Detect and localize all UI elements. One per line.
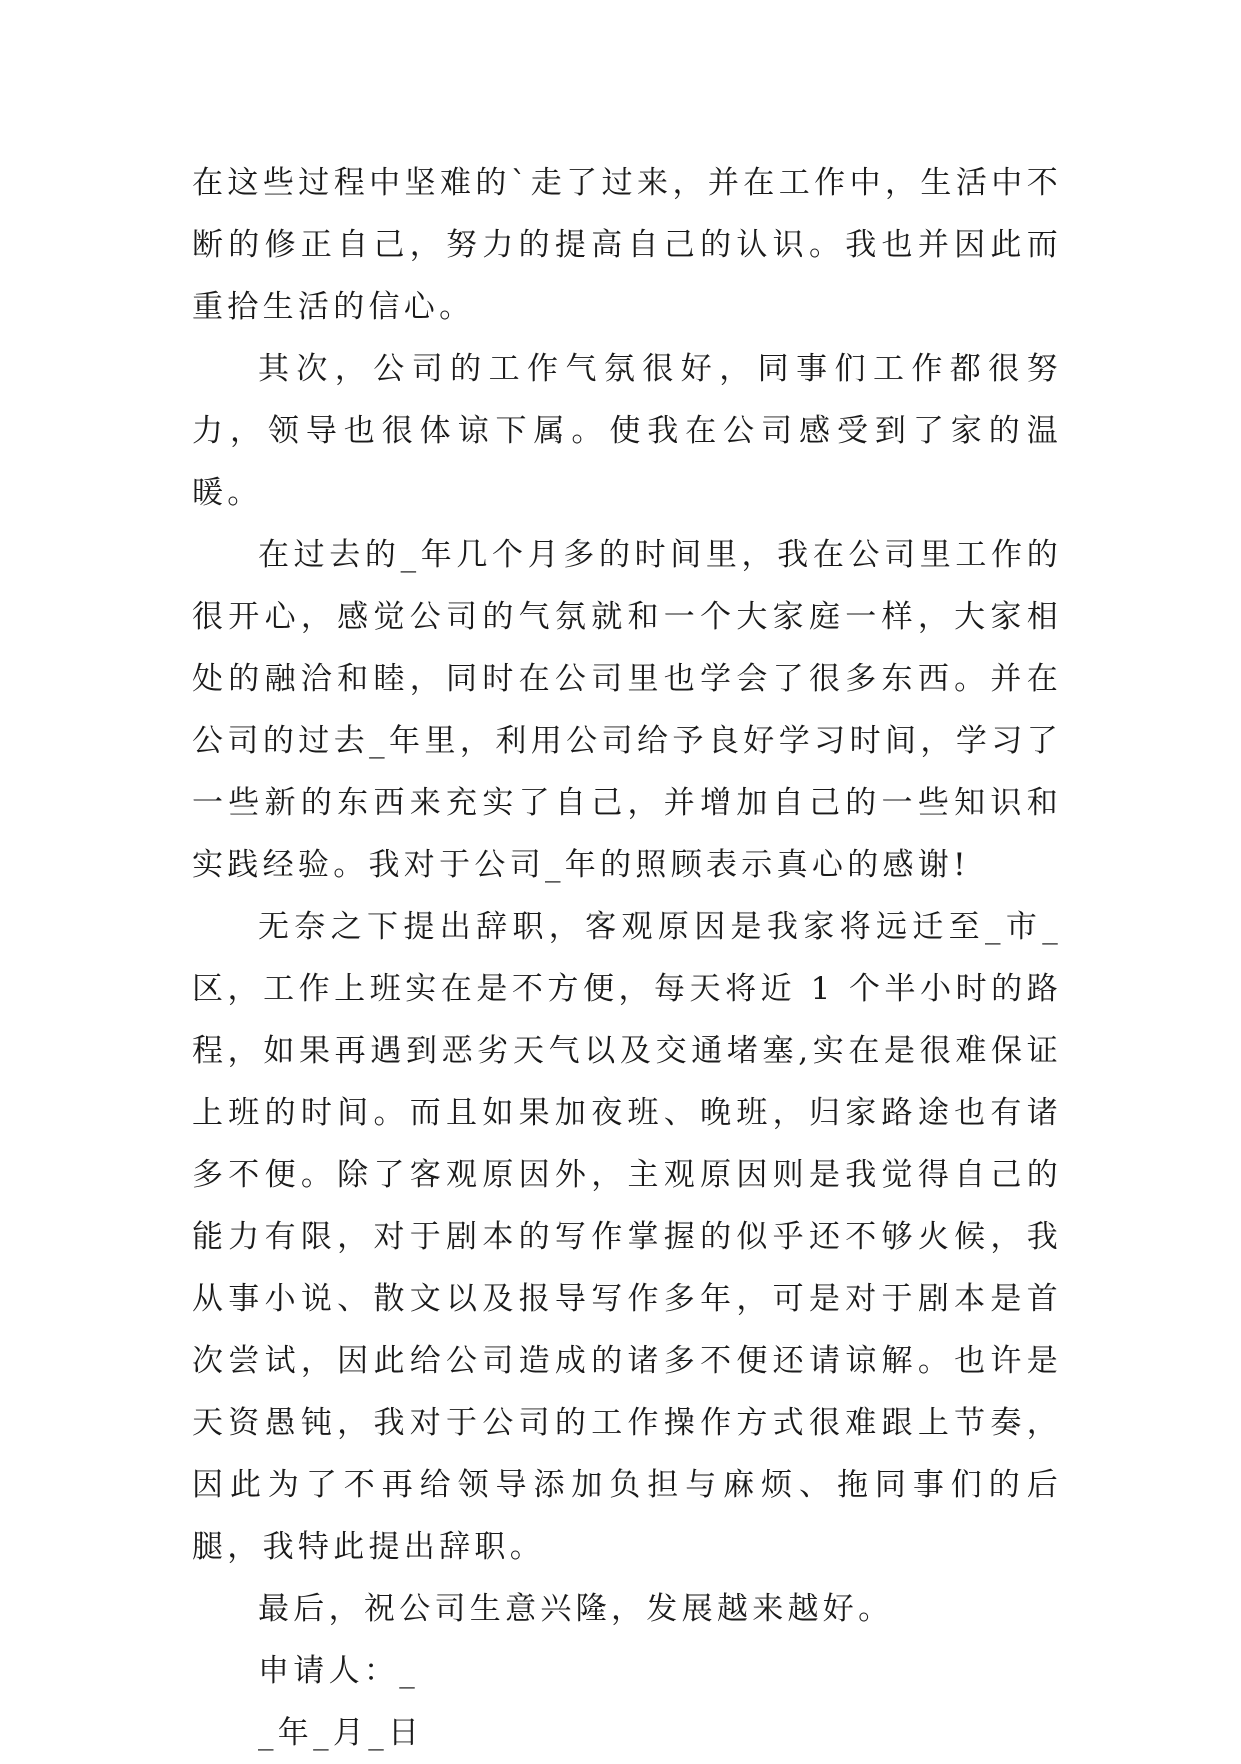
date-line: _年_月_日 [258,1715,424,1751]
document-body [192,152,1062,1764]
paragraph-continuation: 在这些过程中坚难的`走了过来，并在工作中，生活中不断的修正自己，努力的提高自己的认识。我也并因此而重拾生活的信心。 [192,165,1062,325]
paragraph-gratitude: 在过去的_年几个月多的时间里，我在公司里工作的很开心，感觉公司的气氛就和一个大家庭一样，大家相处的融洽和睦，同时在公司里也学会了很多东西。并在公司的过去_年里，利用公司给予良好学习时间，学习了一些新的东西来充实了自己，并增加自己的一些知识和实践经验。我对于公司_年的照顾表示真心的感谢! [192,537,1062,883]
paragraph-resignation-reasons: 无奈之下提出辞职，客观原因是我家将远迁至_市_区，工作上班实在是不方便，每天将近 1 个半小时的路程，如果再遇到恶劣天气以及交通堵塞,实在是很难保证上班的时间。而且如果加夜班、晚班，归家路途也有诸多不便。除了客观原因外，主观原因则是我觉得自己的能力有限，对于剧本的写作掌握的似乎还不够火候，我从事小说、散文以及报导写作多年，可是对于剧本是首次尝试，因此给公司造成的诸多不便还请谅解。也许是天资愚钝，我对于公司的工作操作方式很难跟上节奏，因此为了不再给领导添加负担与麻烦、拖同事们的后腿，我特此提出辞职。 [192,909,1062,1565]
applicant-signature-line: 申请人：_ [258,1653,419,1689]
paragraph-atmosphere: 其次，公司的工作气氛很好，同事们工作都很努力，领导也很体谅下属。使我在公司感受到了家的温暖。 [192,351,1062,511]
paragraph-closing-wishes: 最后，祝公司生意兴隆，发展越来越好。 [258,1591,894,1627]
